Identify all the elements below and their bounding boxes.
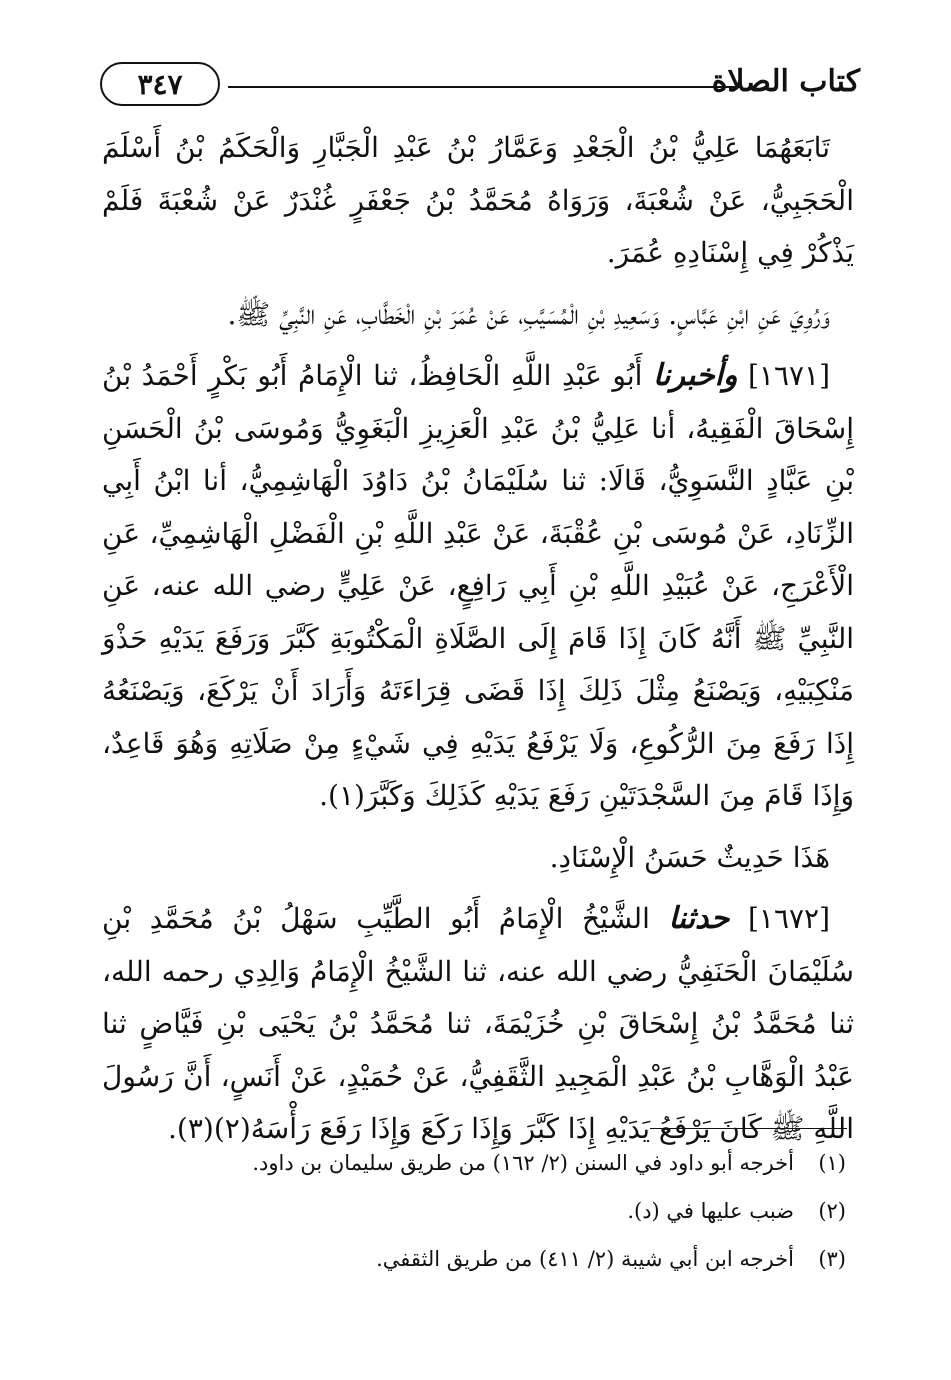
paragraph-narrations: وَرُوِيَ عَنِ ابْنِ عَبَّاسٍ. وَسَعِيدِ بْنِ الْمُسَيَّبِ، عَنْ عُمَرَ بْنِ الْخَطَّابِ، عَنِ النَّبِيِّ ﷺ. [227, 297, 830, 331]
hadith-keyword: وأخبرنا [652, 358, 738, 393]
page-header [100, 62, 860, 112]
hadith-text: الشَّيْخُ الْإِمَامُ أَبُو الطَّيِّبِ سَهْلُ بْنُ مُحَمَّدِ بْنِ سُلَيْمَانَ الْحَنَفِيُّ رضي الله عنه، ثنا الشَّيْخُ الْإِمَامُ وَالِدِي رحمه الله، ثنا مُحَمَّدُ بْنُ إِسْحَاقَ بْنِ خُزَيْمَةَ، ثنا مُحَمَّدُ بْنُ يَحْيَى بْنِ فَيَّاضٍ ثنا عَبْدُ الْوَهَّابِ بْنُ عَبْدِ الْمَجِيدِ الثَّقَفِيُّ، عَنْ حُمَيْدٍ، عَنْ أَنَسٍ، أَنَّ رَسُولَ اللَّهِ ﷺ كَانَ يَرْفَعُ يَدَيْهِ إِذَا كَبَّرَ وَإِذَا رَكَعَ وَإِذَا رَفَعَ رَأْسَهُ(٢)(٣). [102, 902, 854, 1145]
footnote-text: أخرجه ابن أبي شيبة (٢/ ٤١١) من طريق الثقفي. [376, 1247, 794, 1271]
footnote-text: ضبب عليها في (د). [627, 1199, 794, 1223]
footnote-number: (١) [818, 1151, 846, 1175]
header-rule [228, 86, 740, 88]
hadith-text: أَبُو عَبْدِ اللَّهِ الْحَافِظُ، ثنا الْإِمَامُ أَبُو بَكْرٍ أَحْمَدُ بْنُ إِسْحَاقَ الْفَقِيهُ، أنا عَلِيُّ بْنُ عَبْدِ الْعَزِيزِ الْبَغَوِيُّ وَمُوسَى بْنُ الْحَسَنِ بْنِ عَبَّادٍ النَّسَوِيُّ، قَالَا: ثنا سُلَيْمَانُ بْنُ دَاوُدَ الْهَاشِمِيُّ، أنا ابْنُ أَبِي الزِّنَادِ، عَنْ مُوسَى بْنِ عُقْبَةَ، عَنْ عَبْدِ اللَّهِ بْنِ الْفَضْلِ الْهَاشِمِيِّ، عَنِ الْأَعْرَجِ، عَنْ عُبَيْدِ اللَّهِ بْنِ أَبِي رَافِعٍ، عَنْ عَلِيٍّ رضي الله عنه، عَنِ النَّبِيِّ ﷺ أَنَّهُ كَانَ إِذَا قَامَ إِلَى الصَّلَاةِ الْمَكْتُوبَةِ كَبَّرَ وَرَفَعَ يَدَيْهِ حَذْوَ مَنْكِبَيْهِ، وَيَصْنَعُ مِثْلَ ذَلِكَ إِذَا قَضَى قِرَاءَتَهُ وَأَرَادَ أَنْ يَرْكَعَ، وَيَصْنَعُهُ إِذَا رَفَعَ مِنَ الرُّكُوعِ، وَلَا يَرْفَعُ يَدَيْهِ فِي شَيْءٍ مِنْ صَلَاتِهِ وَهُوَ قَاعِدٌ، وَإِذَا قَامَ مِنَ السَّجْدَتَيْنِ رَفَعَ يَدَيْهِ كَذَلِكَ وَكَبَّرَ(١). [102, 359, 854, 812]
footnotes [102, 1150, 846, 1294]
footnote-item [102, 1150, 846, 1176]
page-number: ٣٤٧ [100, 62, 220, 106]
paragraph-followers: تَابَعَهُمَا عَلِيُّ بْنُ الْجَعْدِ وَعَمَّارُ بْنُ عَبْدِ الْجَبَّارِ وَالْحَكَمُ بْنُ أَسْلَمَ الْحَجَبِيُّ، عَنْ شُعْبَةَ، وَرَوَاهُ مُحَمَّدُ بْنُ جَعْفَرٍ غُنْدَرٌ عَنْ شُعْبَةَ فَلَمْ يَذْكُرْ فِي إِسْنَادِهِ عُمَرَ. [102, 131, 854, 269]
footnote-item [102, 1198, 846, 1224]
hadith-grading: هَذَا حَدِيثٌ حَسَنُ الْإِسْنَادِ. [549, 840, 830, 874]
footnote-separator [650, 1128, 847, 1129]
hadith-keyword: حدثنا [668, 901, 730, 936]
footnote-item [102, 1246, 846, 1272]
hadith-1671 [102, 350, 854, 823]
footnote-number: (٢) [818, 1199, 846, 1223]
hadith-1672 [102, 893, 854, 1156]
footnote-number: (٣) [818, 1247, 846, 1271]
hadith-number: [١٦٧٢] [747, 902, 831, 935]
hadith-number: [١٦٧١] [747, 359, 831, 392]
book-title: كتاب الصلاة [711, 64, 860, 99]
footnote-text: أخرجه أبو داود في السنن (٢/ ١٦٢) من طريق سليمان بن داود. [252, 1151, 794, 1175]
main-text [102, 122, 854, 1156]
